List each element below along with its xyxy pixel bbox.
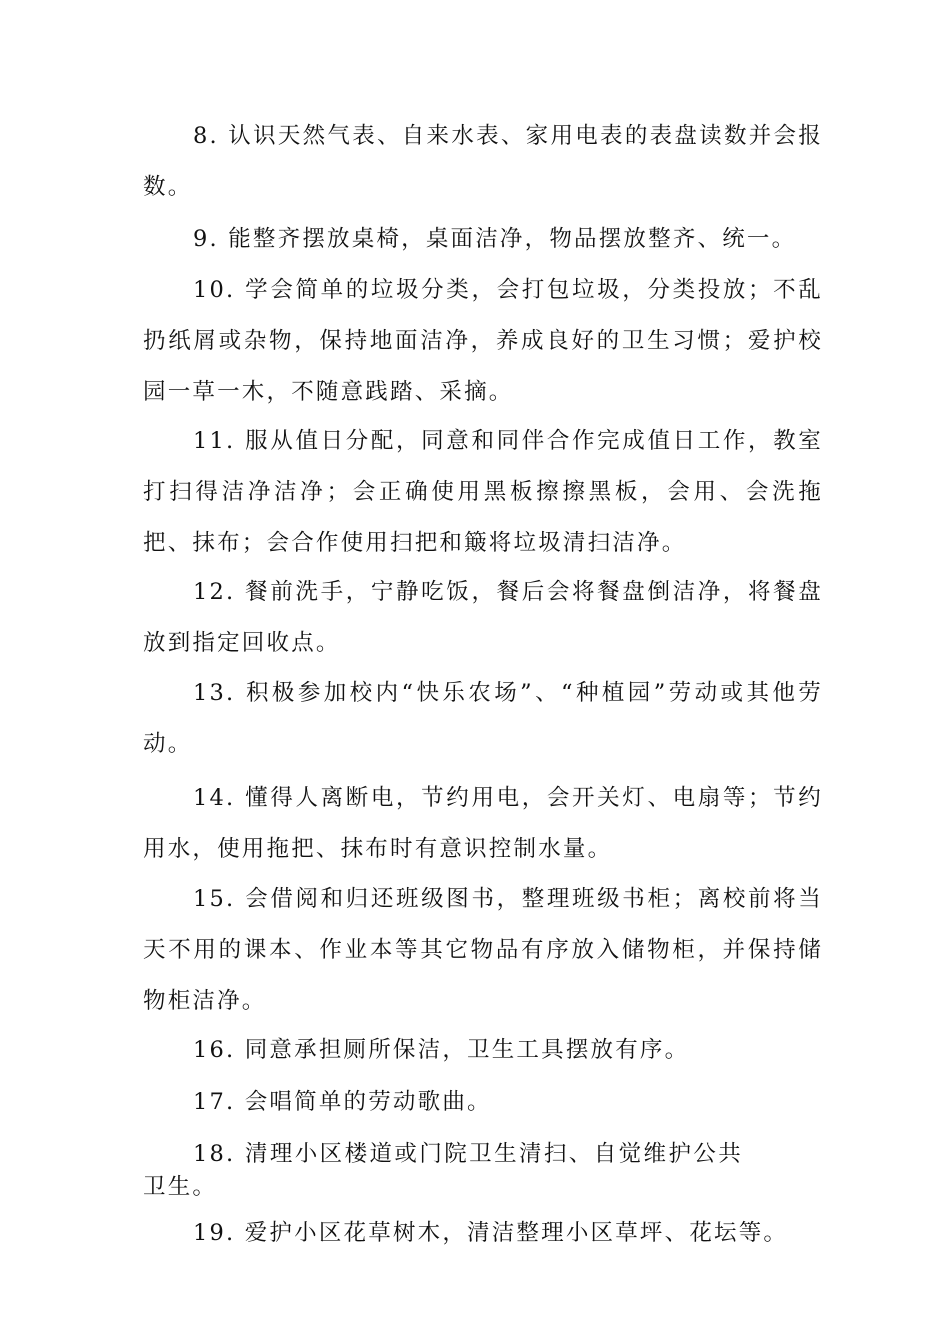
- list-item-13: 13. 积极参加校内“快乐农场”、“种植园”劳动或其他劳动。: [143, 680, 823, 757]
- list-item-9: 9. 能整齐摆放桌椅，桌面洁净，物品摆放整齐、统一。: [193, 226, 797, 252]
- list-item-12: 12. 餐前洗手，宁静吃饭，餐后会将餐盘倒洁净，将餐盘放到指定回收点。: [143, 579, 823, 656]
- list-item-17: 17. 会唱简单的劳动歌曲。: [193, 1089, 492, 1115]
- list-item-10: 10. 学会简单的垃圾分类，会打包垃圾，分类投放；不乱扔纸屑或杂物，保持地面洁净，养成良好的卫生习惯；爱护校园一草一木，不随意践踏、采摘。: [143, 277, 823, 405]
- list-item-14: 14. 懂得人离断电，节约用电，会开关灯、电扇等；节约用水，使用拖把、抹布时有意识控制水量。: [143, 785, 823, 862]
- list-item-8: 8. 认识天然气表、自来水表、家用电表的表盘读数并会报数。: [143, 123, 823, 200]
- list-item-18: 18. 清理小区楼道或门院卫生清扫、自觉维护公共卫生。: [143, 1141, 743, 1200]
- list-item-15: 15. 会借阅和归还班级图书，整理班级书柜；离校前将当天不用的课本、作业本等其它物品有序放入储物柜，并保持储物柜洁净。: [143, 886, 823, 1014]
- list-item-16: 16. 同意承担厕所保洁，卫生工具摆放有序。: [193, 1037, 690, 1063]
- list-item-11: 11. 服从值日分配，同意和同伴合作完成值日工作，教室打扫得洁净洁净；会正确使用黑板擦擦黑板，会用、会洗拖把、抹布；会合作使用扫把和簸将垃圾清扫洁净。: [143, 428, 823, 556]
- list-item-19: 19. 爱护小区花草树木，清洁整理小区草坪、花坛等。: [193, 1220, 789, 1246]
